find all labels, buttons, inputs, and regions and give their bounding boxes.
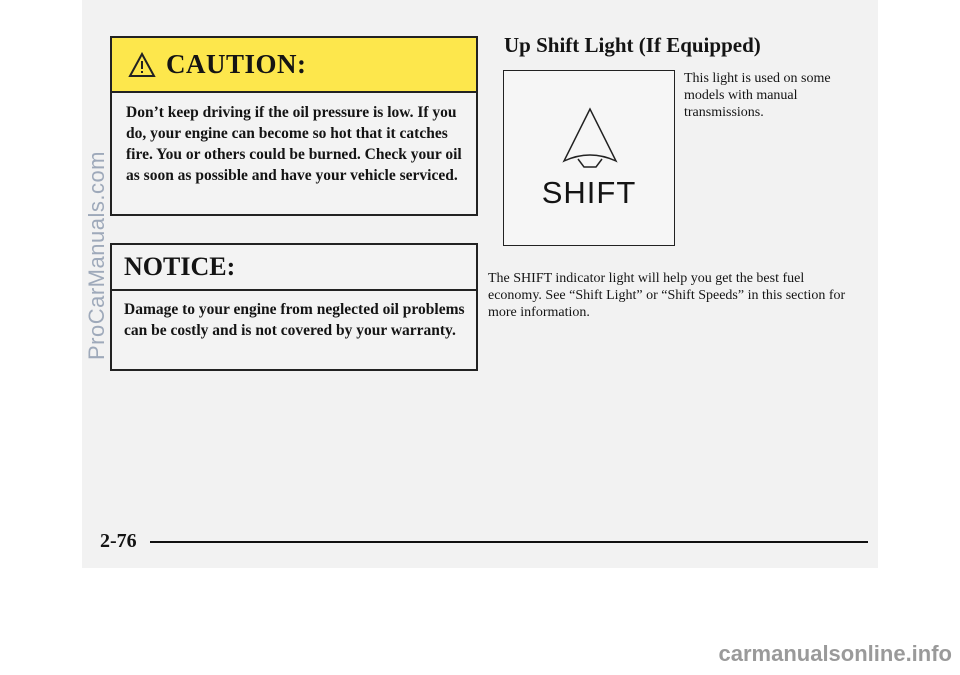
notice-header (112, 245, 476, 291)
notice-box (110, 243, 478, 371)
caution-text: Don’t keep driving if the oil pressure is low. If you do, your engine can become so hot that it catches fire. You or others could be burned. Check your oil as soon as possible and have your vehicle serviced. (126, 104, 462, 184)
section-title: Up Shift Light (If Equipped) (504, 33, 761, 57)
notice-title: NOTICE: (124, 252, 236, 281)
up-arrow-icon (558, 105, 622, 175)
page-number: 2-76 (100, 530, 137, 552)
caution-box (110, 36, 478, 216)
shift-label: SHIFT (541, 175, 637, 210)
vertical-watermark: ProCarManuals.com (84, 150, 109, 360)
warning-triangle-icon (128, 52, 156, 78)
shift-light-side-text: This light is used on some models with manual transmissions. (684, 71, 831, 120)
notice-text: Damage to your engine from neglected oil problems can be costly and is not covered by your warranty. (124, 301, 465, 339)
caution-header (112, 38, 476, 93)
footer-watermark: carmanualsonline.info (718, 641, 952, 666)
shift-light-paragraph: The SHIFT indicator light will help you get the best fuel economy. See “Shift Light” or “Shift Speeds” in this section for more information. (488, 271, 846, 320)
shift-light-illustration (503, 70, 675, 246)
footer-rule (150, 541, 868, 543)
caution-title: CAUTION: (166, 49, 307, 79)
